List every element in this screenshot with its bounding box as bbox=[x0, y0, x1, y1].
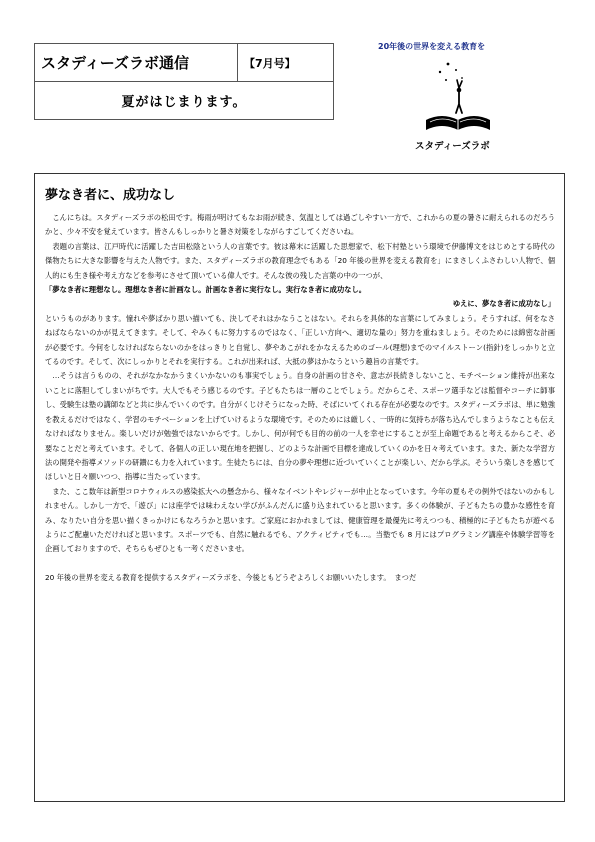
newsletter-subtitle: 夏がはじまります。 bbox=[121, 95, 247, 110]
newsletter-title: スタディーズラボ通信 bbox=[35, 44, 238, 82]
quote-line-1: 「夢なき者に理想なし。理想なき者に計画なし。計画なき者に実行なし。実行なき者に成功なし。 bbox=[45, 285, 367, 295]
brand-slogan: 20年後の世界を変える教育を bbox=[378, 42, 486, 51]
article-title: 夢なき者に、成功なし bbox=[45, 188, 176, 203]
article-box bbox=[34, 173, 565, 802]
quote-line-2: ゆえに、夢なき者に成功なし」 bbox=[452, 299, 555, 309]
paragraph: こんにちは。スタディーズラボの松田です。梅雨が明けてもなお雨が続き、気温としては過ごしやすい一方で、これからの夏の暑さに耐えられるのだろうかと、少々不安を覚えています。皆さんもしっかりと暑さ対策をしながらすごしてくださいね。 bbox=[45, 213, 555, 237]
newsletter-header-table bbox=[34, 43, 334, 120]
article-body bbox=[45, 211, 555, 585]
brand-logo-text: スタディーズラボ bbox=[415, 141, 490, 152]
closing-line: 20 年後の世界を変える教育を提供するスタディーズラボを、今後ともどうぞよろしくお願いいたします。 まつだ bbox=[45, 572, 417, 582]
issue-label: 【7月号】 bbox=[238, 44, 333, 82]
studies-lab-logo-icon bbox=[418, 58, 498, 148]
paragraph: また、ここ数年は新型コロナウィルスの感染拡大への懸念から、様々なイベントやレジャーが中止となっています。今年の夏もその例外ではないのかもしれません。しかし一方で、「遊び」には座学では味わえない学びがふんだんに盛り込まれていると思います。多くの体験が、子どもたちの豊かな感性を育み、なりたい自分を思い描くきっかけにもなろうかと思います。ご家庭におかれましては、健康管理を最優先に考えつつも、積極的に子どもたちが遊べるようにご配慮いただければと思います。スポーツでも、自然に触れるでも、アクティビティでも…。当塾でも 8 月にはプログラミング講座や体験学習等を企画しておりますので、そちらもぜひとも一考くださいませ。 bbox=[45, 486, 555, 554]
paragraph: …そうは言うものの、それがなかなかうまくいかないのも事実でしょう。自身の計画の甘さや、意志が長続きしないこと、モチベーション維持が出来ないことに落胆してしまいがちです。大人でもそう感じるのです。子どもたちは一層のことでしょう。だからこそ、スポーツ選手などは監督やコーチに師事し、受験生は塾の講師などと共に歩んでいくのです。自分がくじけそうになった時、そばにいてくれる存在が必要なのです。スタディーズラボは、単に勉強を教えるだけではなく、学習のモチベーションを上げていけるような環境です。そのためには厳しく、一時的に気持ちが落ち込んでしまうようなことも伝えなければなりません。楽しいだけが勉強ではないからです。しかし、何が何でも目的の前の一人を幸せにすることが至上命題であると考えるからこそ、必要なことだと考えています。そして、各個人の正しい現在地を把握し、どのような計画で目標を達成していくのかを日々考えています。また、新たな学習方法の開発や指導メソッドの研鑽にも力を入れています。生徒たちには、自分の夢や理想に近づいていくことが楽しい、だから学ぶ。そういう楽しさを感じてほしいと日々願いつつ、指導に当たっています。 bbox=[45, 371, 555, 482]
paragraph: 表題の言葉は、江戸時代に活躍した吉田松陰という人の言葉です。彼は幕末に活躍した思想家で、松下村塾という環境で伊藤博文をはじめとする時代の傑物たちに大きな影響を与えた人物です。また、スタディーズラボの教育理念でもある「20 年後の世界を変える教育を」にまさしくふさわしい人物で、個人的にも生き様や考え方などを参考にさせて頂いている偉人です。そんな彼の残した言葉の中の一つが、 bbox=[45, 241, 555, 280]
paragraph: というものがあります。憧れや夢ばかり思い描いても、決してそれはかなうことはない。それらを具体的な言葉にしてみましょう。そうすれば、何をなさねばならないのかが見えてきます。そして、やみくもに努力するのではなく、「正しい方向へ、適切な量の」努力を重ねましょう。そのためには綿密な計画が必要です。今何をしなければならないのかをはっきりと自覚し、夢やあこがれをかなえるためのゴール(理想)までのマイルストーン(指針)をしっかりと立てるのです。そして、次にしっかりとそれを実行する。これが出来れば、大抵の夢はかなうという趣旨の言葉です。 bbox=[45, 313, 555, 367]
